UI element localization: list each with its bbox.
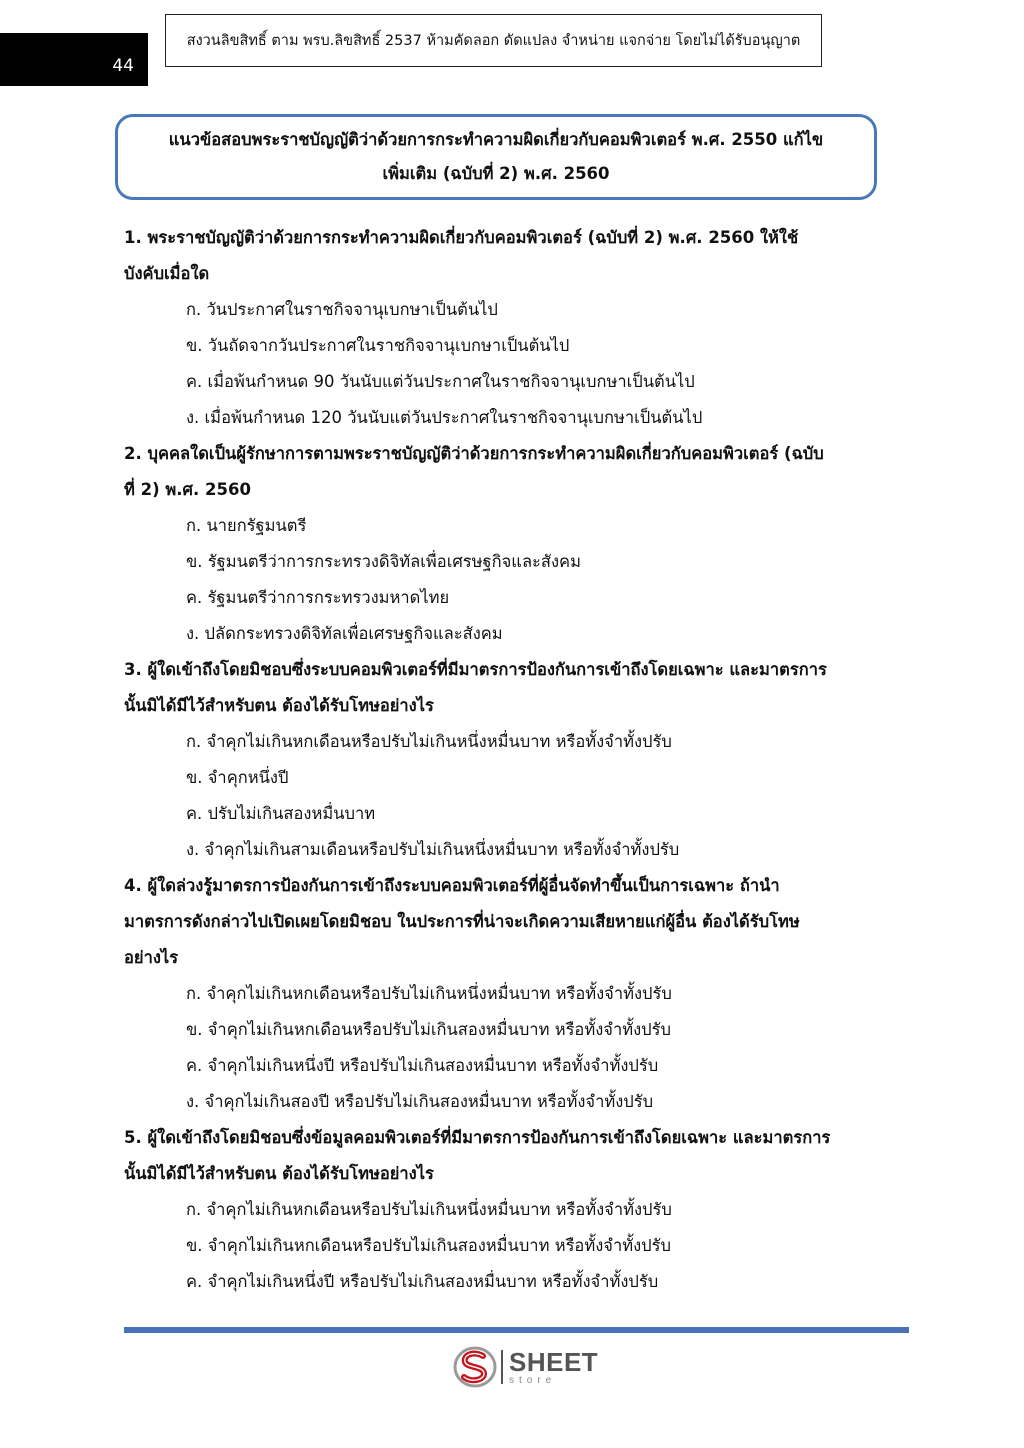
question-2 [124,436,884,652]
question-5 [124,1120,884,1300]
answer-option: ก. นายกรัฐมนตรี [186,516,307,535]
question-text: นั้นมิได้มีไว้สำหรับตน ต้องได้รับโทษอย่างไร [124,696,434,715]
page-title-line-1: แนวข้อสอบพระราชบัญญัติว่าด้วยการกระทำความผิดเกี่ยวกับคอมพิวเตอร์ พ.ศ. 2550 แก้ไข [168,130,824,149]
page-number: 44 [112,56,134,76]
sheet-store-logo-icon [453,1345,497,1389]
logo-wordmark [509,1346,599,1386]
page-number-box [0,33,148,86]
answer-option: ข. รัฐมนตรีว่าการกระทรวงดิจิทัลเพื่อเศรษฐกิจและสังคม [186,552,581,571]
answer-option: ก. จำคุกไม่เกินหกเดือนหรือปรับไม่เกินหนึ่งหมื่นบาท หรือทั้งจำทั้งปรับ [186,984,672,1003]
question-text: 1. พระราชบัญญัติว่าด้วยการกระทำความผิดเกี่ยวกับคอมพิวเตอร์ (ฉบับที่ 2) พ.ศ. 2560 ให้ใช้ [124,228,799,247]
question-text: ที่ 2) พ.ศ. 2560 [124,480,251,499]
sheet-store-logo [453,1344,603,1390]
question-4 [124,868,884,1120]
answer-option: ง. จำคุกไม่เกินสองปี หรือปรับไม่เกินสองหมื่นบาท หรือทั้งจำทั้งปรับ [186,1092,654,1111]
question-text: 5. ผู้ใดเข้าถึงโดยมิชอบซึ่งข้อมูลคอมพิวเตอร์ที่มีมาตรการป้องกันการเข้าถึงโดยเฉพาะ และมาตรการ [124,1128,831,1147]
question-1 [124,220,884,436]
answer-option: ข. จำคุกไม่เกินหกเดือนหรือปรับไม่เกินสองหมื่นบาท หรือทั้งจำทั้งปรับ [186,1020,671,1039]
answer-option: ข. จำคุกหนึ่งปี [186,768,289,787]
question-text: มาตรการดังกล่าวไปเปิดเผยโดยมิชอบ ในประการที่น่าจะเกิดความเสียหายแก่ผู้อื่น ต้องได้รับโทษ [124,912,800,931]
question-text: 2. บุคคลใดเป็นผู้รักษาการตามพระราชบัญญัติว่าด้วยการกระทำความผิดเกี่ยวกับคอมพิวเตอร์ (ฉบับ [124,444,824,463]
answer-option: ค. เมื่อพ้นกำหนด 90 วันนับแต่วันประกาศในราชกิจจานุเบกษาเป็นต้นไป [186,372,695,391]
question-3 [124,652,884,868]
question-text: อย่างไร [124,948,179,967]
answer-option: ค. รัฐมนตรีว่าการกระทรวงมหาดไทย [186,588,450,607]
answer-option: ค. จำคุกไม่เกินหนึ่งปี หรือปรับไม่เกินสองหมื่นบาท หรือทั้งจำทั้งปรับ [186,1272,659,1291]
logo-subword: store [509,1374,557,1386]
answer-option: ง. จำคุกไม่เกินสามเดือนหรือปรับไม่เกินหนึ่งหมื่นบาท หรือทั้งจำทั้งปรับ [186,840,680,859]
page-title-line-2: เพิ่มเติม (ฉบับที่ 2) พ.ศ. 2560 [382,164,610,183]
answer-option: ข. วันถัดจากวันประกาศในราชกิจจานุเบกษาเป็นต้นไป [186,336,570,355]
question-text: 4. ผู้ใดล่วงรู้มาตรการป้องกันการเข้าถึงระบบคอมพิวเตอร์ที่ผู้อื่นจัดทำขึ้นเป็นการเฉพาะ ถ้านำ [124,876,780,895]
copyright-notice: สงวนลิขสิทธิ์ ตาม พรบ.ลิขสิทธิ์ 2537 ห้ามคัดลอก ดัดแปลง จำหน่าย แจกจ่าย โดยไม่ได้รับอนุญาต [165,14,822,67]
question-text: 3. ผู้ใดเข้าถึงโดยมิชอบซึ่งระบบคอมพิวเตอร์ที่มีมาตรการป้องกันการเข้าถึงโดยเฉพาะ และมาตรการ [124,660,827,679]
answer-option: ข. จำคุกไม่เกินหกเดือนหรือปรับไม่เกินสองหมื่นบาท หรือทั้งจำทั้งปรับ [186,1236,671,1255]
answer-option: ก. จำคุกไม่เกินหกเดือนหรือปรับไม่เกินหนึ่งหมื่นบาท หรือทั้งจำทั้งปรับ [186,732,672,751]
answer-option: ค. จำคุกไม่เกินหนึ่งปี หรือปรับไม่เกินสองหมื่นบาท หรือทั้งจำทั้งปรับ [186,1056,659,1075]
answer-option: ง. เมื่อพ้นกำหนด 120 วันนับแต่วันประกาศในราชกิจจานุเบกษาเป็นต้นไป [186,408,703,427]
answer-option: ก. วันประกาศในราชกิจจานุเบกษาเป็นต้นไป [186,300,498,319]
question-text: บังคับเมื่อใด [124,264,210,283]
footer-rule [124,1327,909,1333]
question-text: นั้นมิได้มีไว้สำหรับตน ต้องได้รับโทษอย่างไร [124,1164,434,1183]
answer-option: ก. จำคุกไม่เกินหกเดือนหรือปรับไม่เกินหนึ่งหมื่นบาท หรือทั้งจำทั้งปรับ [186,1200,672,1219]
page-title-box [115,114,877,200]
answer-option: ง. ปลัดกระทรวงดิจิทัลเพื่อเศรษฐกิจและสังคม [186,624,503,643]
logo-divider [501,1350,503,1384]
answer-option: ค. ปรับไม่เกินสองหมื่นบาท [186,804,376,823]
logo-word: SHEET [509,1346,599,1377]
question-list [124,220,884,1300]
